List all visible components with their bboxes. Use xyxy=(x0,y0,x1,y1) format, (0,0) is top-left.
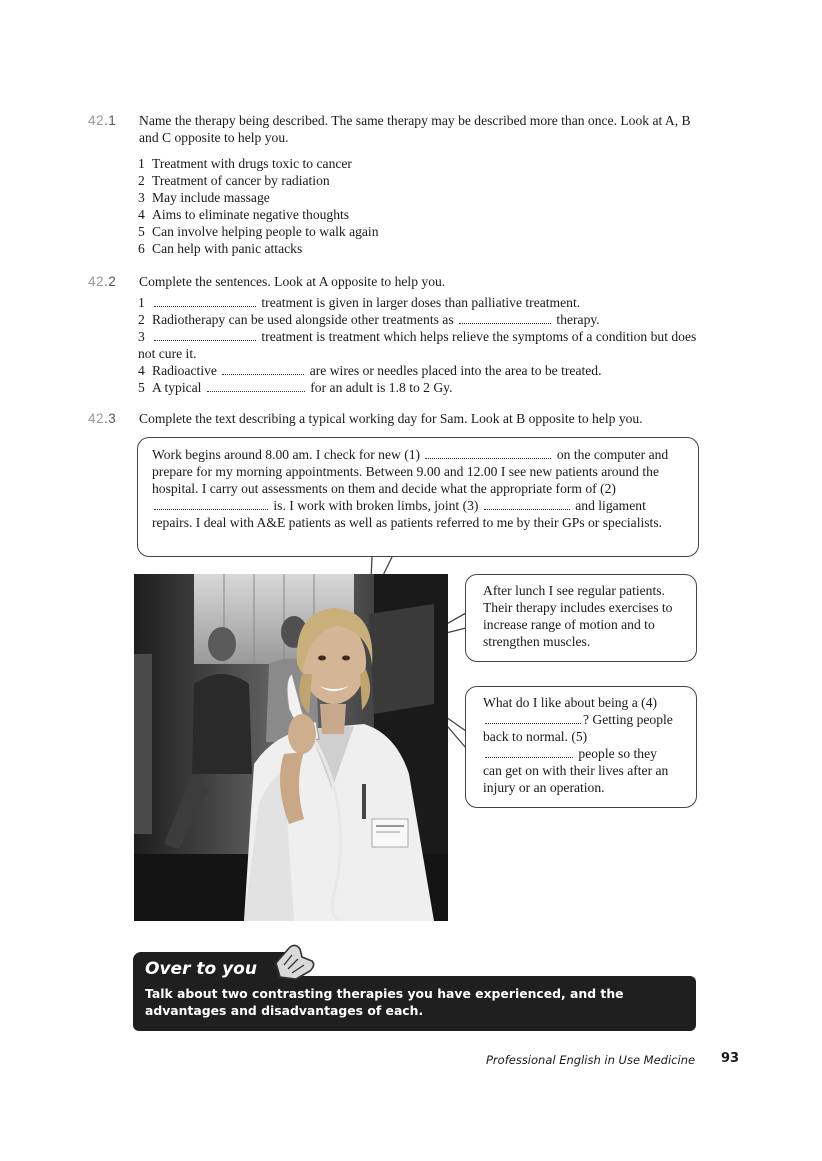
answer-blank[interactable] xyxy=(484,498,570,510)
speech-bubble-main: Work begins around 8.00 am. I check for new (1) on the computer and prepare for my morning appointments. Between 9.00 and 12.00 I see new patients around the hospital. I carry out assessments on them and decide what the appropriate form of (2) is. I work with broken limbs, joint (3) and ligament repairs. I deal with A&E patients as well as patients referred to me by their GPs or specialists. xyxy=(137,437,699,557)
list-item: 6 Can help with panic attacks xyxy=(138,241,303,256)
list-item: 4 Radioactive are wires or needles placed into the area to be treated. xyxy=(138,363,602,378)
speech-bubble-right-1: After lunch I see regular patients. Their therapy includes exercises to increase range of motion and to strengthen muscles. xyxy=(465,574,697,662)
list-item: 2 Treatment of cancer by radiation xyxy=(138,173,330,188)
doctor-photo xyxy=(134,574,448,921)
answer-blank[interactable] xyxy=(425,447,551,459)
list-item: 1 treatment is given in larger doses than palliative treatment. xyxy=(138,295,581,310)
list-item: 3 May include massage xyxy=(138,190,270,205)
exercise-number-42-2: 42.2 xyxy=(88,274,117,289)
answer-blank[interactable] xyxy=(485,712,581,724)
exercise-instruction: Name the therapy being described. The same therapy may be described more than once. Look at A, B and C opposite to help you. xyxy=(139,113,691,145)
answer-blank[interactable] xyxy=(154,498,268,510)
list-item: 5 Can involve helping people to walk again xyxy=(138,224,379,239)
list-item: 2 Radiotherapy can be used alongside other treatments as therapy. xyxy=(138,312,600,327)
exercise-number-42-3: 42.3 xyxy=(88,411,117,426)
over-to-you-heading: Over to you xyxy=(133,952,293,986)
book-title: Professional English in Use Medicine xyxy=(486,1053,696,1067)
list-item: 1 Treatment with drugs toxic to cancer xyxy=(138,156,352,171)
exercise-instruction: Complete the text describing a typical working day for Sam. Look at B opposite to help you. xyxy=(139,411,643,426)
over-to-you-box: Talk about two contrasting therapies you have experienced, and the advantages and disadvantages of each. xyxy=(133,976,696,1031)
page-number: 93 xyxy=(721,1051,740,1066)
list-item: 4 Aims to eliminate negative thoughts xyxy=(138,207,350,222)
list-item: 5 A typical for an adult is 1.8 to 2 Gy. xyxy=(138,380,453,395)
exercise-instruction: Complete the sentences. Look at A opposite to help you. xyxy=(139,274,446,289)
speech-bubble-right-2: What do I like about being a (4) ? Getting people back to normal. (5) people so they can get on with their lives after an injury or an operation. xyxy=(465,686,697,808)
hand-icon xyxy=(270,943,318,983)
list-item: 3 treatment is treatment which helps relieve the symptoms of a condition but does not cure it. xyxy=(138,329,697,361)
exercise-number-42-1: 42.1 xyxy=(88,113,117,128)
answer-blank[interactable] xyxy=(485,746,573,758)
